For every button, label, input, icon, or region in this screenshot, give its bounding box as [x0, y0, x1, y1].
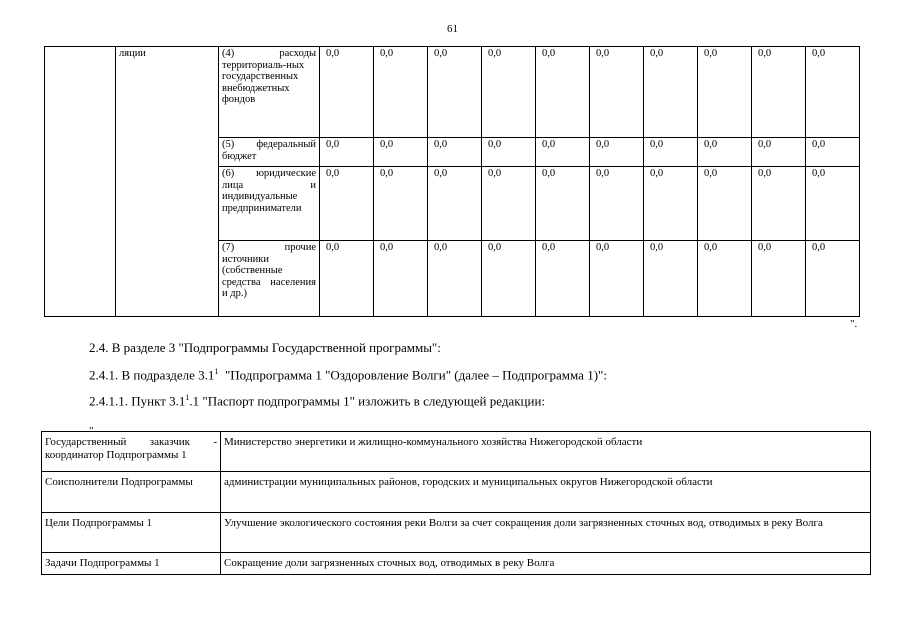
value-cell: 0,0	[752, 47, 806, 138]
passport-value: Сокращение доли загрязненных сточных вод, отводимых в реку Волга	[221, 553, 871, 575]
value-cell: 0,0	[806, 241, 860, 317]
passport-table	[41, 431, 871, 575]
page-number: 61	[447, 23, 458, 35]
source-cell: (6) юридические лица и индивидуальные предприниматели	[219, 167, 320, 241]
value-cell: 0,0	[482, 167, 536, 241]
value-cell: 0,0	[644, 138, 698, 167]
source-cell: (4) расходы территориаль-ных государственных внебюджетных фондов	[219, 47, 320, 138]
value-cell: 0,0	[590, 47, 644, 138]
passport-label: Цели Подпрограммы 1	[42, 513, 221, 553]
passport-value: администрации муниципальных районов, городских и муниципальных округов Нижегородской области	[221, 472, 871, 513]
value-cell: 0,0	[482, 47, 536, 138]
value-cell: 0,0	[806, 138, 860, 167]
table-row	[42, 472, 871, 513]
value-cell: 0,0	[698, 241, 752, 317]
value-cell: 0,0	[806, 167, 860, 241]
paragraph-2-4: 2.4. В разделе 3 "Подпрограммы Государственной программы":	[89, 340, 441, 355]
value-cell: 0,0	[536, 47, 590, 138]
paragraph-text: .1 "Паспорт подпрограммы 1" изложить в следующей редакции:	[189, 393, 546, 409]
value-cell: 0,0	[320, 138, 374, 167]
value-cell: 0,0	[644, 47, 698, 138]
superscript: 1	[214, 367, 219, 376]
value-cell: 0,0	[320, 47, 374, 138]
passport-value: Улучшение экологического состояния реки Волги за счет сокращения доли загрязненных сточных вод, отводимых в реку Волга	[221, 513, 871, 553]
value-cell: 0,0	[698, 167, 752, 241]
value-cell: 0,0	[752, 167, 806, 241]
paragraph-text: 2.4.1.1. Пункт 3.1	[89, 393, 186, 409]
opening-quote: "	[89, 425, 94, 437]
value-cell: 0,0	[644, 241, 698, 317]
table-row	[45, 47, 860, 138]
value-cell: 0,0	[320, 167, 374, 241]
value-cell: 0,0	[698, 138, 752, 167]
value-cell: 0,0	[374, 167, 428, 241]
passport-value: Министерство энергетики и жилищно-коммунального хозяйства Нижегородской области	[221, 432, 871, 472]
source-cell: (5) федеральный бюджет	[219, 138, 320, 167]
closing-quote: ".	[850, 318, 858, 330]
paragraph-text: "Подпрограмма 1 "Оздоровление Волги" (далее – Подпрограмма 1)":	[218, 367, 607, 383]
value-cell: 0,0	[374, 47, 428, 138]
value-cell: 0,0	[752, 241, 806, 317]
value-cell: 0,0	[482, 241, 536, 317]
value-cell: 0,0	[374, 241, 428, 317]
value-cell: 0,0	[806, 47, 860, 138]
value-cell: 0,0	[428, 241, 482, 317]
passport-label: Государственный заказчик - координатор Подпрограммы 1	[42, 432, 221, 472]
value-cell: 0,0	[374, 138, 428, 167]
value-cell: 0,0	[428, 138, 482, 167]
value-cell: 0,0	[536, 167, 590, 241]
paragraph-2-4-1-1	[89, 393, 545, 409]
financing-table	[44, 46, 860, 317]
source-cell: (7) прочие источники (собственные средства населения и др.)	[219, 241, 320, 317]
table-row	[42, 432, 871, 472]
value-cell: 0,0	[644, 167, 698, 241]
value-cell: 0,0	[590, 241, 644, 317]
table-row	[42, 513, 871, 553]
table-row	[42, 553, 871, 575]
value-cell: 0,0	[536, 138, 590, 167]
value-cell: 0,0	[428, 167, 482, 241]
paragraph-text: 2.4.1. В подразделе 3.1	[89, 367, 215, 383]
empty-cell	[45, 47, 116, 317]
value-cell: 0,0	[698, 47, 752, 138]
passport-label: Задачи Подпрограммы 1	[42, 553, 221, 575]
value-cell: 0,0	[590, 138, 644, 167]
value-cell: 0,0	[536, 241, 590, 317]
left-label-cell: ляции	[116, 47, 219, 317]
value-cell: 0,0	[428, 47, 482, 138]
superscript: 1	[185, 393, 190, 402]
passport-label: Соисполнители Подпрограммы	[42, 472, 221, 513]
paragraph-2-4-1	[89, 367, 607, 383]
value-cell: 0,0	[752, 138, 806, 167]
value-cell: 0,0	[482, 138, 536, 167]
value-cell: 0,0	[590, 167, 644, 241]
value-cell: 0,0	[320, 241, 374, 317]
